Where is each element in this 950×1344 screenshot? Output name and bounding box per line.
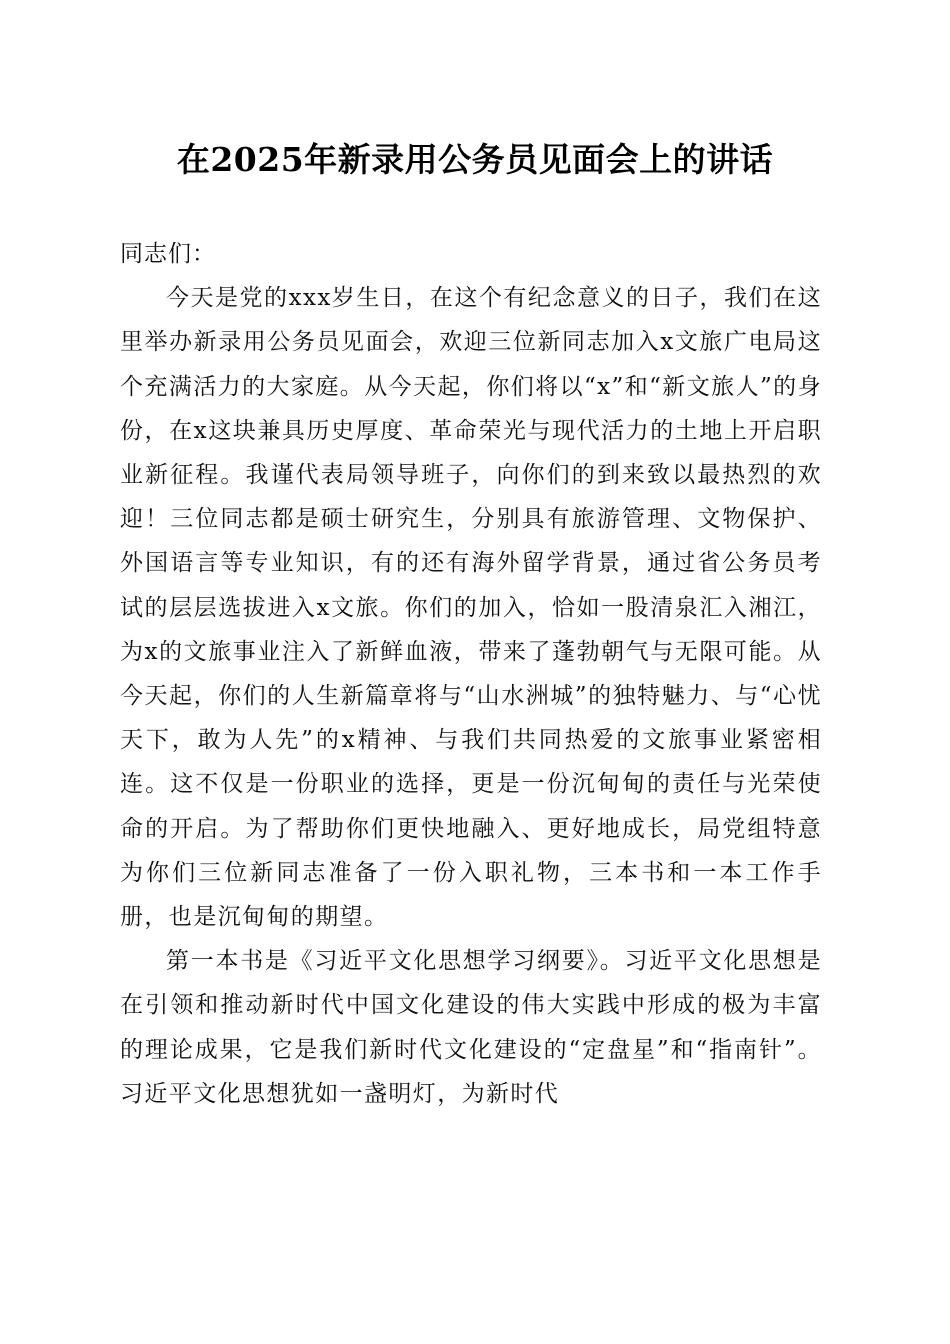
paragraph-welcome: 今天是党的xxx岁生日，在这个有纪念意义的日子，我们在这里举办新录用公务员见面会，欢迎三位新同志加入x文旅广电局这个充满活力的大家庭。从今天起，你们将以“x”和“新文旅人”的身份，在x这块兼具历史厚度、革命荣光与现代活力的土地上开启职业新征程。我谨代表局领导班子，向你们的到来致以最热烈的欢迎！三位同志都是硕士研究生，分别具有旅游管理、文物保护、外国语言等专业知识，有的还有海外留学背景，通过省公务员考试的层层选拔进入x文旅。你们的加入，恰如一股清泉汇入湘江，为x的文旅事业注入了新鲜血液，带来了蓬勃朝气与无限可能。从今天起，你们的人生新篇章将与“山水洲城”的独特魅力、与“心忧天下，敢为人先”的x精神、与我们共同热爱的文旅事业紧密相连。这不仅是一份职业的选择，更是一份沉甸甸的责任与光荣使命的开启。为了帮助你们更快地融入、更好地成长，局党组特意为你们三位新同志准备了一份入职礼物，三本书和一本工作手册，也是沉甸甸的期望。 xyxy=(120,285,822,931)
document-title: 在2025年新录用公务员见面会上的讲话 xyxy=(176,140,774,179)
document-body xyxy=(120,232,822,1116)
paragraph-first-book: 第一本书是《习近平文化思想学习纲要》。习近平文化思想是在引领和推动新时代中国文化建设的伟大实践中形成的极为丰富的理论成果，它是我们新时代文化建设的“定盘星”和“指南针”。习近平文化思想犹如一盏明灯，为新时代 xyxy=(120,948,822,1107)
salutation: 同志们： xyxy=(120,241,216,267)
